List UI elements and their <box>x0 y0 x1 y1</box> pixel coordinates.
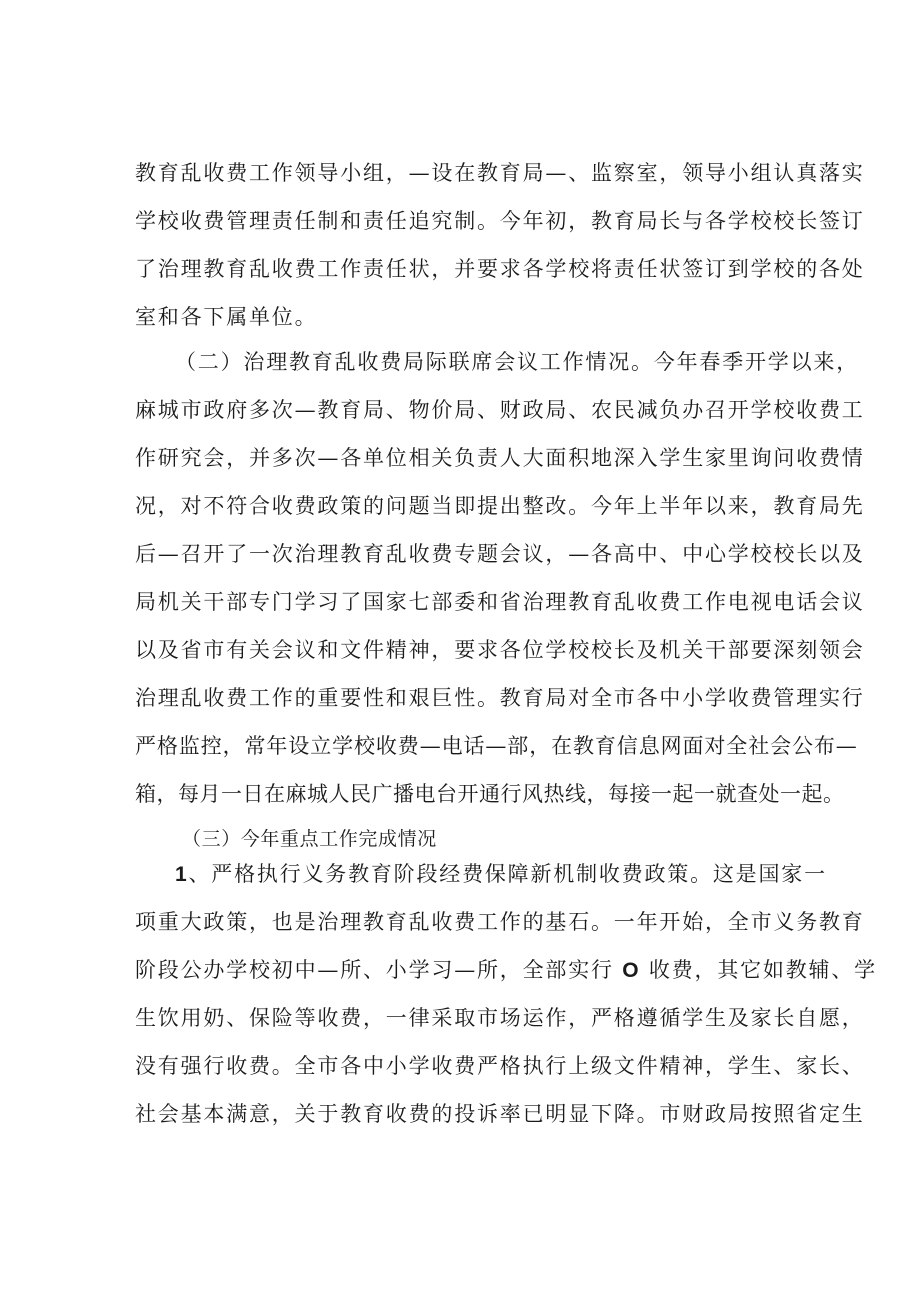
section-heading-3: （三）今年重点工作完成情况 <box>182 828 437 850</box>
text-line: 生饮用奶、保险等收费，一律采取市场运作，严格遵循学生及家长自愿， <box>135 1006 865 1030</box>
text-line: 室和各下属单位。 <box>135 305 318 329</box>
text-segment: 阶段公办学校初中—所、小学习—所，全部实行 <box>135 958 614 982</box>
section-heading-2: （二）治理教育乱收费局际联席会议工作情况。今年春季开学以来， <box>175 350 859 374</box>
text-line: 教育乱收费工作领导小组，—设在教育局—、监察室，领导小组认真落实 <box>135 161 865 185</box>
text-line: 麻城市政府多次—教育局、物价局、财政局、农民减负办召开学校收费工 <box>135 398 865 422</box>
text-line: 了治理教育乱收费工作责任状，并要求各学校将责任状签订到学校的各处 <box>135 257 865 281</box>
text-line: 作研究会，并多次—各单位相关负责人大面积地深入学生家里询问收费情 <box>135 446 865 470</box>
zero-symbol: O <box>622 959 641 982</box>
text-segment: 收费，其它如教辅、学 <box>648 958 877 982</box>
text-line: 局机关干部专门学习了国家七部委和省治理教育乱收费工作电视电话会议 <box>135 590 865 614</box>
text-line: 严格监控，常年设立学校收费—电话—部，在教育信息网面对全社会公布— <box>135 734 858 758</box>
item-text: 、严格执行义务教育阶段经费保障新机制收费政策。这是国家一 <box>188 862 827 886</box>
text-line: 项重大政策，也是治理教育乱收费工作的基石。一年开始，全市义务教育 <box>135 910 865 934</box>
text-line <box>135 955 877 986</box>
text-line: 没有强行收费。全市各中小学收费严格执行上级文件精神，学生、家长、 <box>135 1054 865 1078</box>
text-line: 箱，每月一日在麻城人民广播电台开通行风热线，每接一起一就查处一起。 <box>135 782 845 806</box>
numbered-item-1 <box>175 859 827 890</box>
text-line: 治理乱收费工作的重要性和艰巨性。教育局对全市各中小学收费管理实行 <box>135 686 865 710</box>
text-line: 学校收费管理责任制和责任追究制。今年初，教育局长与各学校校长签订 <box>135 209 865 233</box>
text-line: 后—召开了一次治理教育乱收费专题会议，—各高中、中心学校校长以及 <box>135 542 865 566</box>
item-number: 1 <box>175 863 189 886</box>
text-line: 社会基本满意，关于教育收费的投诉率已明显下降。市财政局按照省定生 <box>135 1102 865 1126</box>
text-line: 况，对不符合收费政策的问题当即提出整改。今年上半年以来，教育局先 <box>135 494 865 518</box>
text-line: 以及省市有关会议和文件精神，要求各位学校校长及机关干部要深刻领会 <box>135 638 865 662</box>
